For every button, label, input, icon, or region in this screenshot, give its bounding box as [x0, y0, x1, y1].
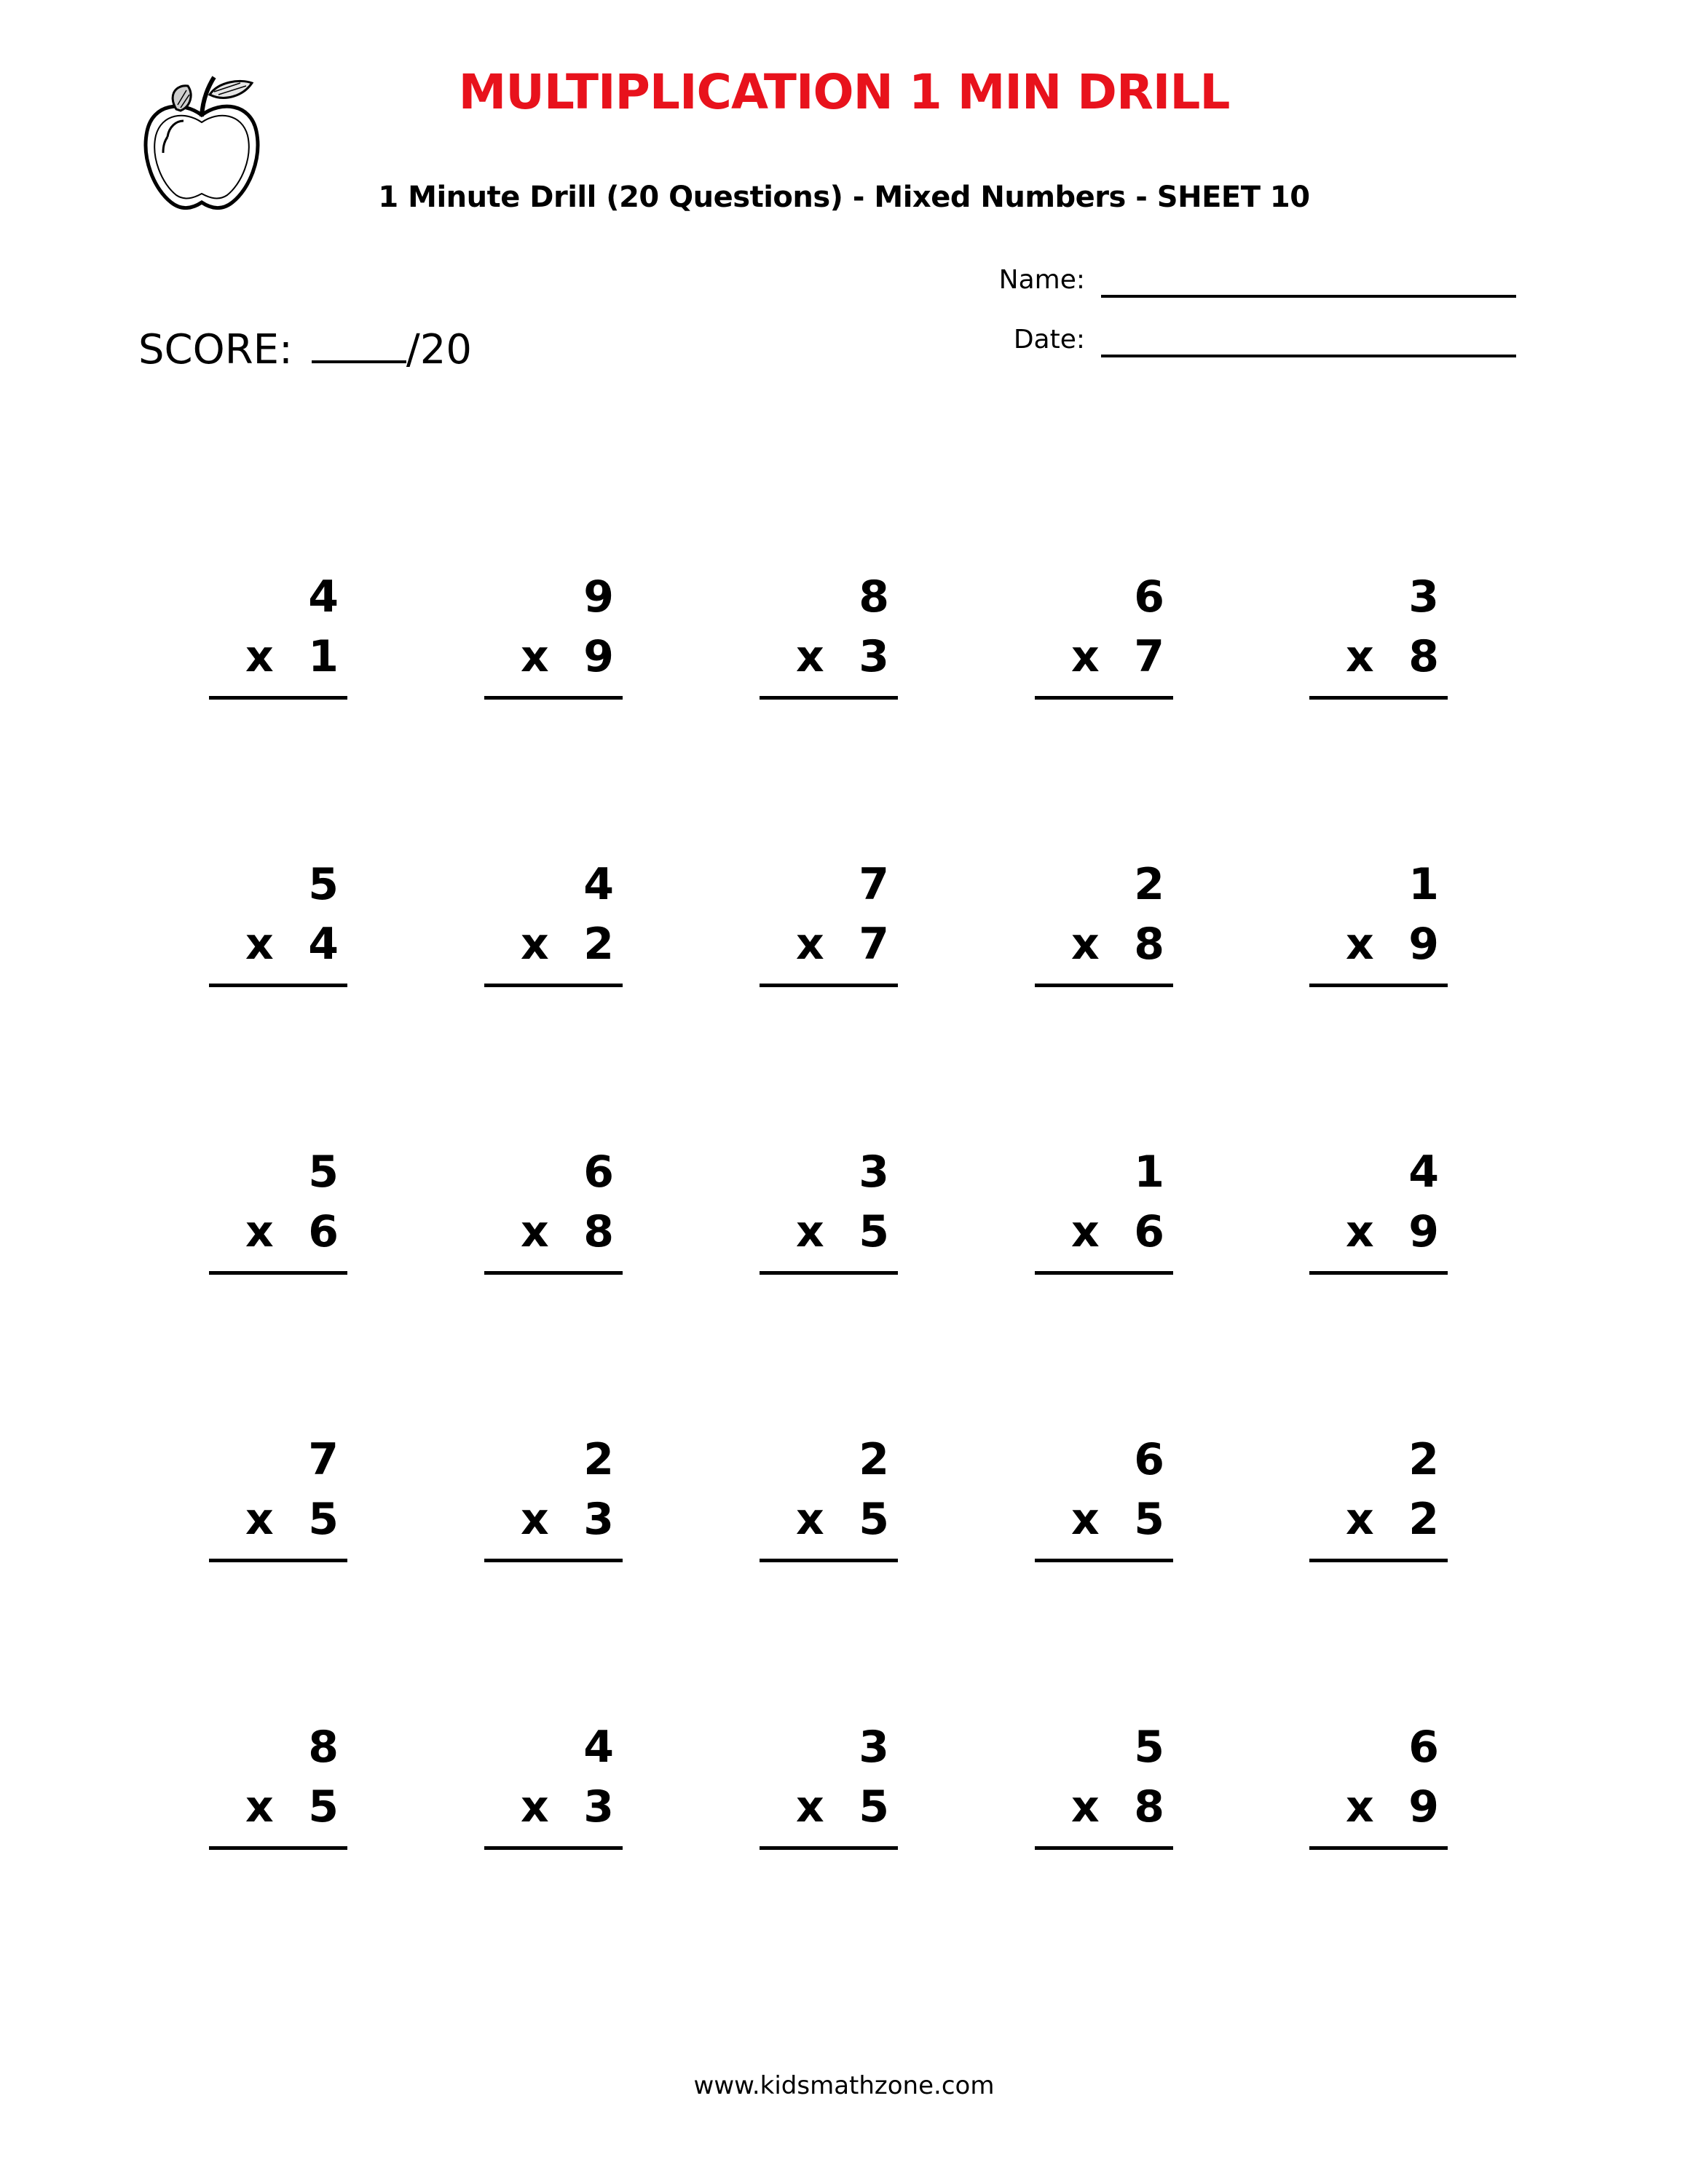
problem-bottom-number: 9: [1408, 1206, 1439, 1257]
date-field[interactable]: [1101, 355, 1516, 357]
multiply-sign: x: [245, 919, 274, 970]
problem: [1309, 1434, 1448, 1576]
answer-line[interactable]: [760, 1271, 898, 1275]
problem: [484, 1147, 623, 1289]
multiply-sign: x: [796, 1206, 824, 1257]
answer-line[interactable]: [484, 1559, 623, 1562]
answer-line[interactable]: [1035, 1559, 1173, 1562]
problem-bottom-number: 5: [859, 1494, 889, 1545]
problem-top-number: 9: [583, 571, 614, 622]
problem-top-number: 4: [583, 859, 614, 910]
problem: [484, 1722, 623, 1864]
problem-bottom-number: 7: [859, 919, 889, 970]
problem-bottom-number: 2: [583, 919, 614, 970]
multiply-sign: x: [1071, 1781, 1100, 1832]
answer-line[interactable]: [760, 984, 898, 987]
problem: [209, 571, 347, 713]
answer-line[interactable]: [484, 696, 623, 700]
problem: [209, 1147, 347, 1289]
problem-bottom-number: 5: [859, 1206, 889, 1257]
answer-line[interactable]: [1309, 1271, 1448, 1275]
problem-top-number: 6: [1408, 1722, 1439, 1773]
problem-bottom-number: 9: [583, 631, 614, 682]
problem-bottom-number: 8: [583, 1206, 614, 1257]
problem-top-number: 7: [859, 859, 889, 910]
multiply-sign: x: [1071, 1494, 1100, 1545]
multiply-sign: x: [796, 631, 824, 682]
multiply-sign: x: [796, 1494, 824, 1545]
problem-top-number: 6: [583, 1147, 614, 1198]
problem-top-number: 4: [308, 571, 339, 622]
problem-top-number: 3: [859, 1722, 889, 1773]
problem: [209, 1434, 347, 1576]
score-total: /20: [406, 326, 473, 373]
answer-line[interactable]: [1035, 1271, 1173, 1275]
answer-line[interactable]: [209, 1846, 347, 1850]
problem-top-number: 6: [1134, 1434, 1164, 1485]
problem: [760, 1147, 898, 1289]
problem-bottom-number: 3: [583, 1781, 614, 1832]
page-title: MULTIPLICATION 1 MIN DRILL: [458, 64, 1230, 120]
multiply-sign: x: [1071, 919, 1100, 970]
multiply-sign: x: [521, 631, 549, 682]
problem: [1309, 571, 1448, 713]
answer-line[interactable]: [760, 1846, 898, 1850]
problem-bottom-number: 6: [1134, 1206, 1164, 1257]
answer-line[interactable]: [1035, 984, 1173, 987]
problem-top-number: 8: [859, 571, 889, 622]
problem-bottom-number: 8: [1134, 919, 1164, 970]
problem-bottom-number: 1: [308, 631, 339, 682]
problem-bottom-number: 6: [308, 1206, 339, 1257]
name-field[interactable]: [1101, 295, 1516, 298]
page-subtitle: 1 Minute Drill (20 Questions) - Mixed Numbers - SHEET 10: [378, 181, 1310, 214]
problem: [760, 1434, 898, 1576]
score-label: SCORE:: [138, 326, 293, 373]
multiply-sign: x: [245, 1206, 274, 1257]
multiply-sign: x: [521, 1781, 549, 1832]
score: [138, 324, 472, 373]
score-field[interactable]: [312, 324, 406, 363]
problem: [760, 571, 898, 713]
answer-line[interactable]: [1309, 696, 1448, 700]
problem: [484, 1434, 623, 1576]
answer-line[interactable]: [1309, 984, 1448, 987]
problem-bottom-number: 5: [859, 1781, 889, 1832]
footer-url: www.kidsmathzone.com: [693, 2071, 995, 2100]
problem-top-number: 5: [308, 1147, 339, 1198]
problem-bottom-number: 8: [1134, 1781, 1164, 1832]
problem-top-number: 2: [583, 1434, 614, 1485]
problem: [484, 859, 623, 1001]
answer-line[interactable]: [760, 696, 898, 700]
answer-line[interactable]: [484, 1846, 623, 1850]
multiply-sign: x: [1346, 1781, 1374, 1832]
problem-bottom-number: 5: [308, 1494, 339, 1545]
multiply-sign: x: [245, 1494, 274, 1545]
multiply-sign: x: [796, 1781, 824, 1832]
problem: [1035, 571, 1173, 713]
problem: [209, 1722, 347, 1864]
problem-top-number: 5: [1134, 1722, 1164, 1773]
problem: [1309, 859, 1448, 1001]
problem-bottom-number: 7: [1134, 631, 1164, 682]
answer-line[interactable]: [1309, 1559, 1448, 1562]
problem-top-number: 6: [1134, 571, 1164, 622]
problem-bottom-number: 8: [1408, 631, 1439, 682]
answer-line[interactable]: [209, 696, 347, 700]
multiply-sign: x: [1346, 631, 1374, 682]
answer-line[interactable]: [1035, 1846, 1173, 1850]
answer-line[interactable]: [1309, 1846, 1448, 1850]
problem-top-number: 2: [859, 1434, 889, 1485]
problem-top-number: 1: [1408, 859, 1439, 910]
problem-bottom-number: 3: [859, 631, 889, 682]
problem-top-number: 1: [1134, 1147, 1164, 1198]
problem-bottom-number: 2: [1408, 1494, 1439, 1545]
problem-bottom-number: 9: [1408, 919, 1439, 970]
multiply-sign: x: [1346, 919, 1374, 970]
problem-bottom-number: 3: [583, 1494, 614, 1545]
problem-top-number: 3: [859, 1147, 889, 1198]
problem-bottom-number: 5: [308, 1781, 339, 1832]
problem: [1309, 1722, 1448, 1864]
problem: [760, 859, 898, 1001]
problem: [1035, 859, 1173, 1001]
multiply-sign: x: [245, 1781, 274, 1832]
multiply-sign: x: [521, 919, 549, 970]
multiply-sign: x: [1346, 1206, 1374, 1257]
multiply-sign: x: [1071, 631, 1100, 682]
problem-bottom-number: 4: [308, 919, 339, 970]
multiply-sign: x: [796, 919, 824, 970]
multiply-sign: x: [245, 631, 274, 682]
answer-line[interactable]: [484, 984, 623, 987]
answer-line[interactable]: [209, 1559, 347, 1562]
problem-bottom-number: 5: [1134, 1494, 1164, 1545]
problem-top-number: 8: [308, 1722, 339, 1773]
problem: [484, 571, 623, 713]
problem-top-number: 4: [583, 1722, 614, 1773]
problem: [1035, 1434, 1173, 1576]
answer-line[interactable]: [209, 1271, 347, 1275]
multiply-sign: x: [521, 1494, 549, 1545]
multiply-sign: x: [1346, 1494, 1374, 1545]
problem-top-number: 2: [1134, 859, 1164, 910]
problem: [1035, 1722, 1173, 1864]
problem-top-number: 4: [1408, 1147, 1439, 1198]
answer-line[interactable]: [484, 1271, 623, 1275]
problem-top-number: 3: [1408, 571, 1439, 622]
name-label: Name:: [998, 265, 1085, 295]
multiply-sign: x: [521, 1206, 549, 1257]
answer-line[interactable]: [209, 984, 347, 987]
problem-top-number: 5: [308, 859, 339, 910]
problem-top-number: 2: [1408, 1434, 1439, 1485]
problem: [760, 1722, 898, 1864]
date-label: Date:: [1013, 325, 1085, 355]
problem-top-number: 7: [308, 1434, 339, 1485]
answer-line[interactable]: [1035, 696, 1173, 700]
multiply-sign: x: [1071, 1206, 1100, 1257]
answer-line[interactable]: [760, 1559, 898, 1562]
problem: [1035, 1147, 1173, 1289]
problem-bottom-number: 9: [1408, 1781, 1439, 1832]
problem: [1309, 1147, 1448, 1289]
problem: [209, 859, 347, 1001]
